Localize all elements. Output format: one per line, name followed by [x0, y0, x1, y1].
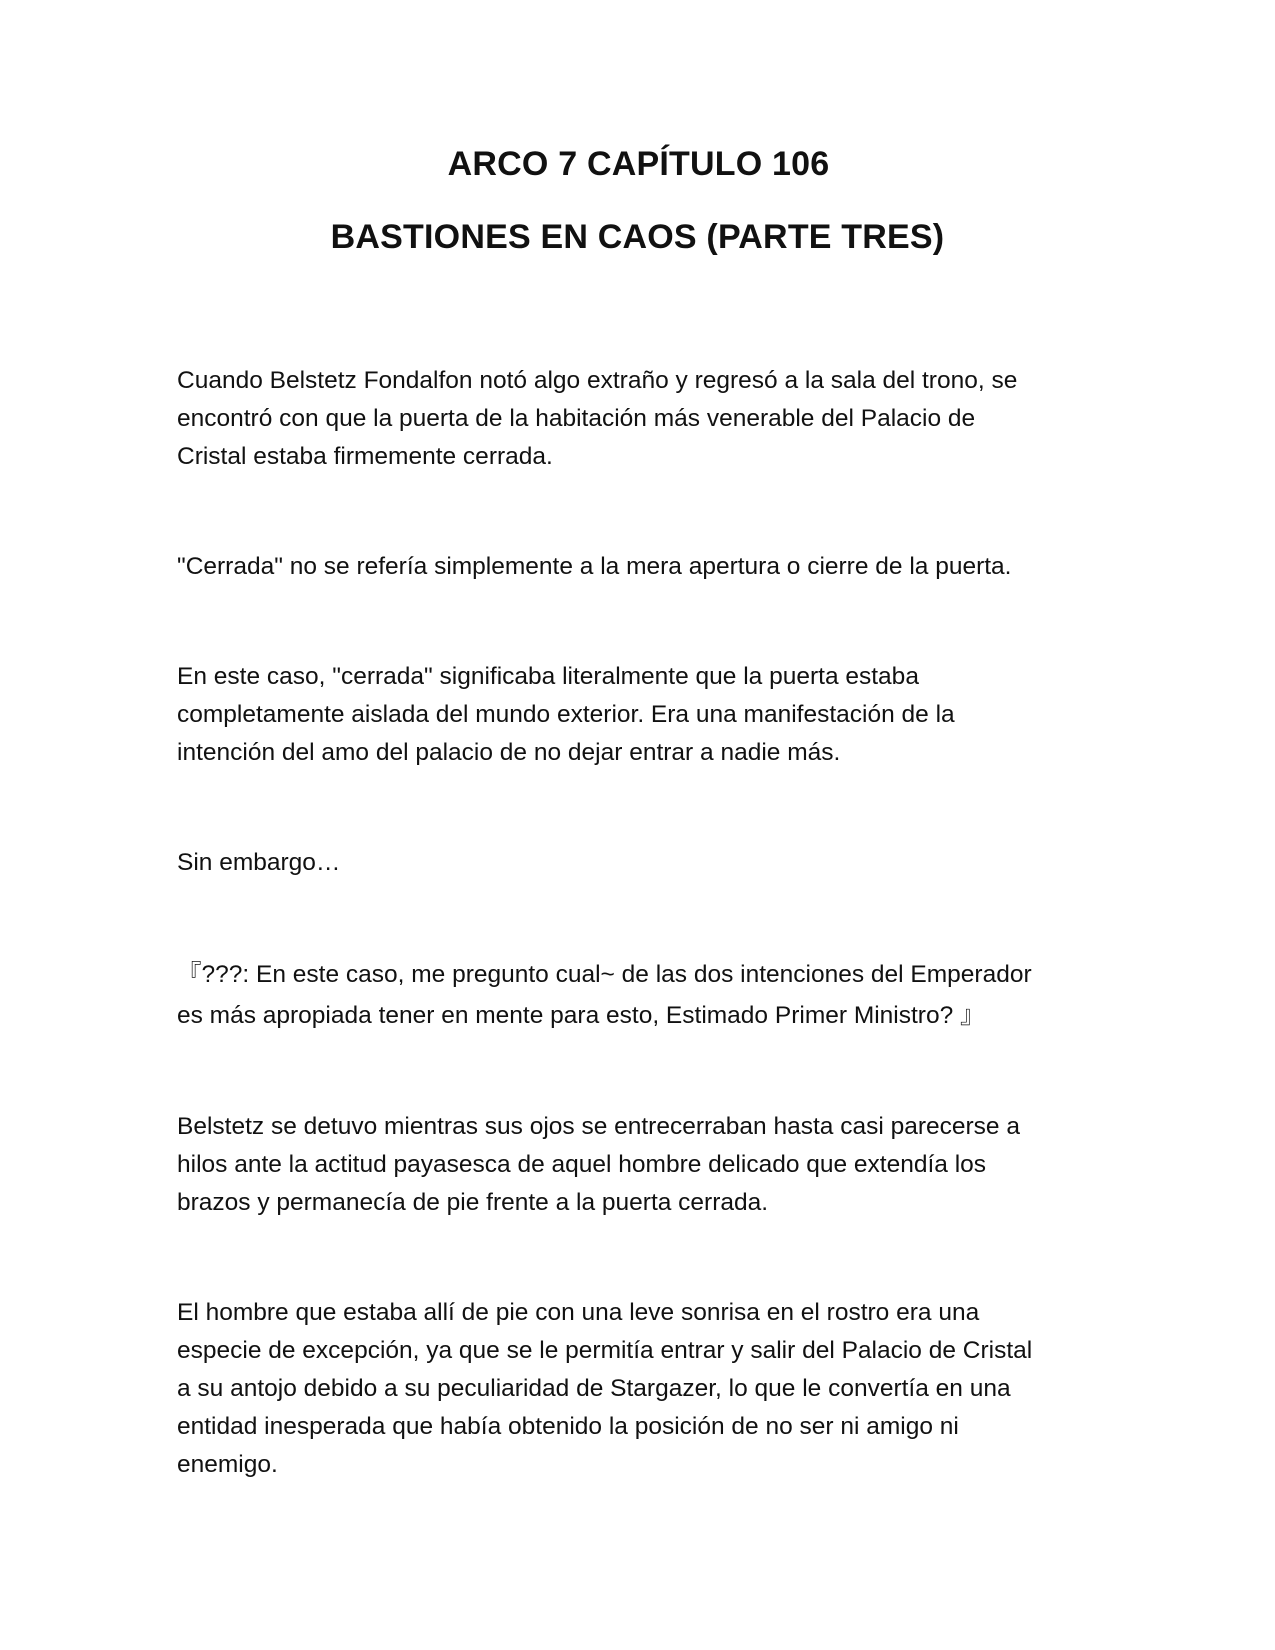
paragraph: En este caso, "cerrada" significaba literalmente que la puerta estaba completamente aislada del mundo exterior. Era una manifestación de la intención del amo del palacio de no dejar entrar a nadie más.: [177, 663, 955, 766]
paragraph: Cuando Belstetz Fondalfon notó algo extraño y regresó a la sala del trono, se encontró con que la puerta de la habitación más venerable del Palacio de Cristal estaba firmemente cerrada.: [177, 367, 1018, 470]
paragraph: Belstetz se detuvo mientras sus ojos se entrecerraban hasta casi parecerse a hilos ante la actitud payasesca de aquel hombre delicado que extendía los brazos y permanecía de pie frente a la puerta cerrada.: [177, 1113, 1020, 1216]
chapter-title: ARCO 7 CAPÍTULO 106: [447, 145, 830, 183]
chapter-heading: [0, 140, 1275, 286]
document-body: [177, 362, 1107, 1484]
paragraph: Sin embargo…: [177, 849, 341, 876]
paragraph: "Cerrada" no se refería simplemente a la mera apertura o cierre de la puerta.: [177, 553, 1012, 580]
dialogue-paragraph: 『???: En este caso, me pregunto cual~ de las dos intenciones del Emperador es más apropiada tener en mente para esto, Estimado Primer Ministro? 』: [177, 961, 1032, 1029]
chapter-subtitle: BASTIONES EN CAOS (PARTE TRES): [330, 218, 945, 256]
paragraph: El hombre que estaba allí de pie con una leve sonrisa en el rostro era una especie de excepción, ya que se le permitía entrar y salir del Palacio de Cristal a su antojo debido a su peculiaridad de Stargazer, lo que le convertía en una entidad inesperada que había obtenido la posición de no ser ni amigo ni enemigo.: [177, 1299, 1033, 1478]
